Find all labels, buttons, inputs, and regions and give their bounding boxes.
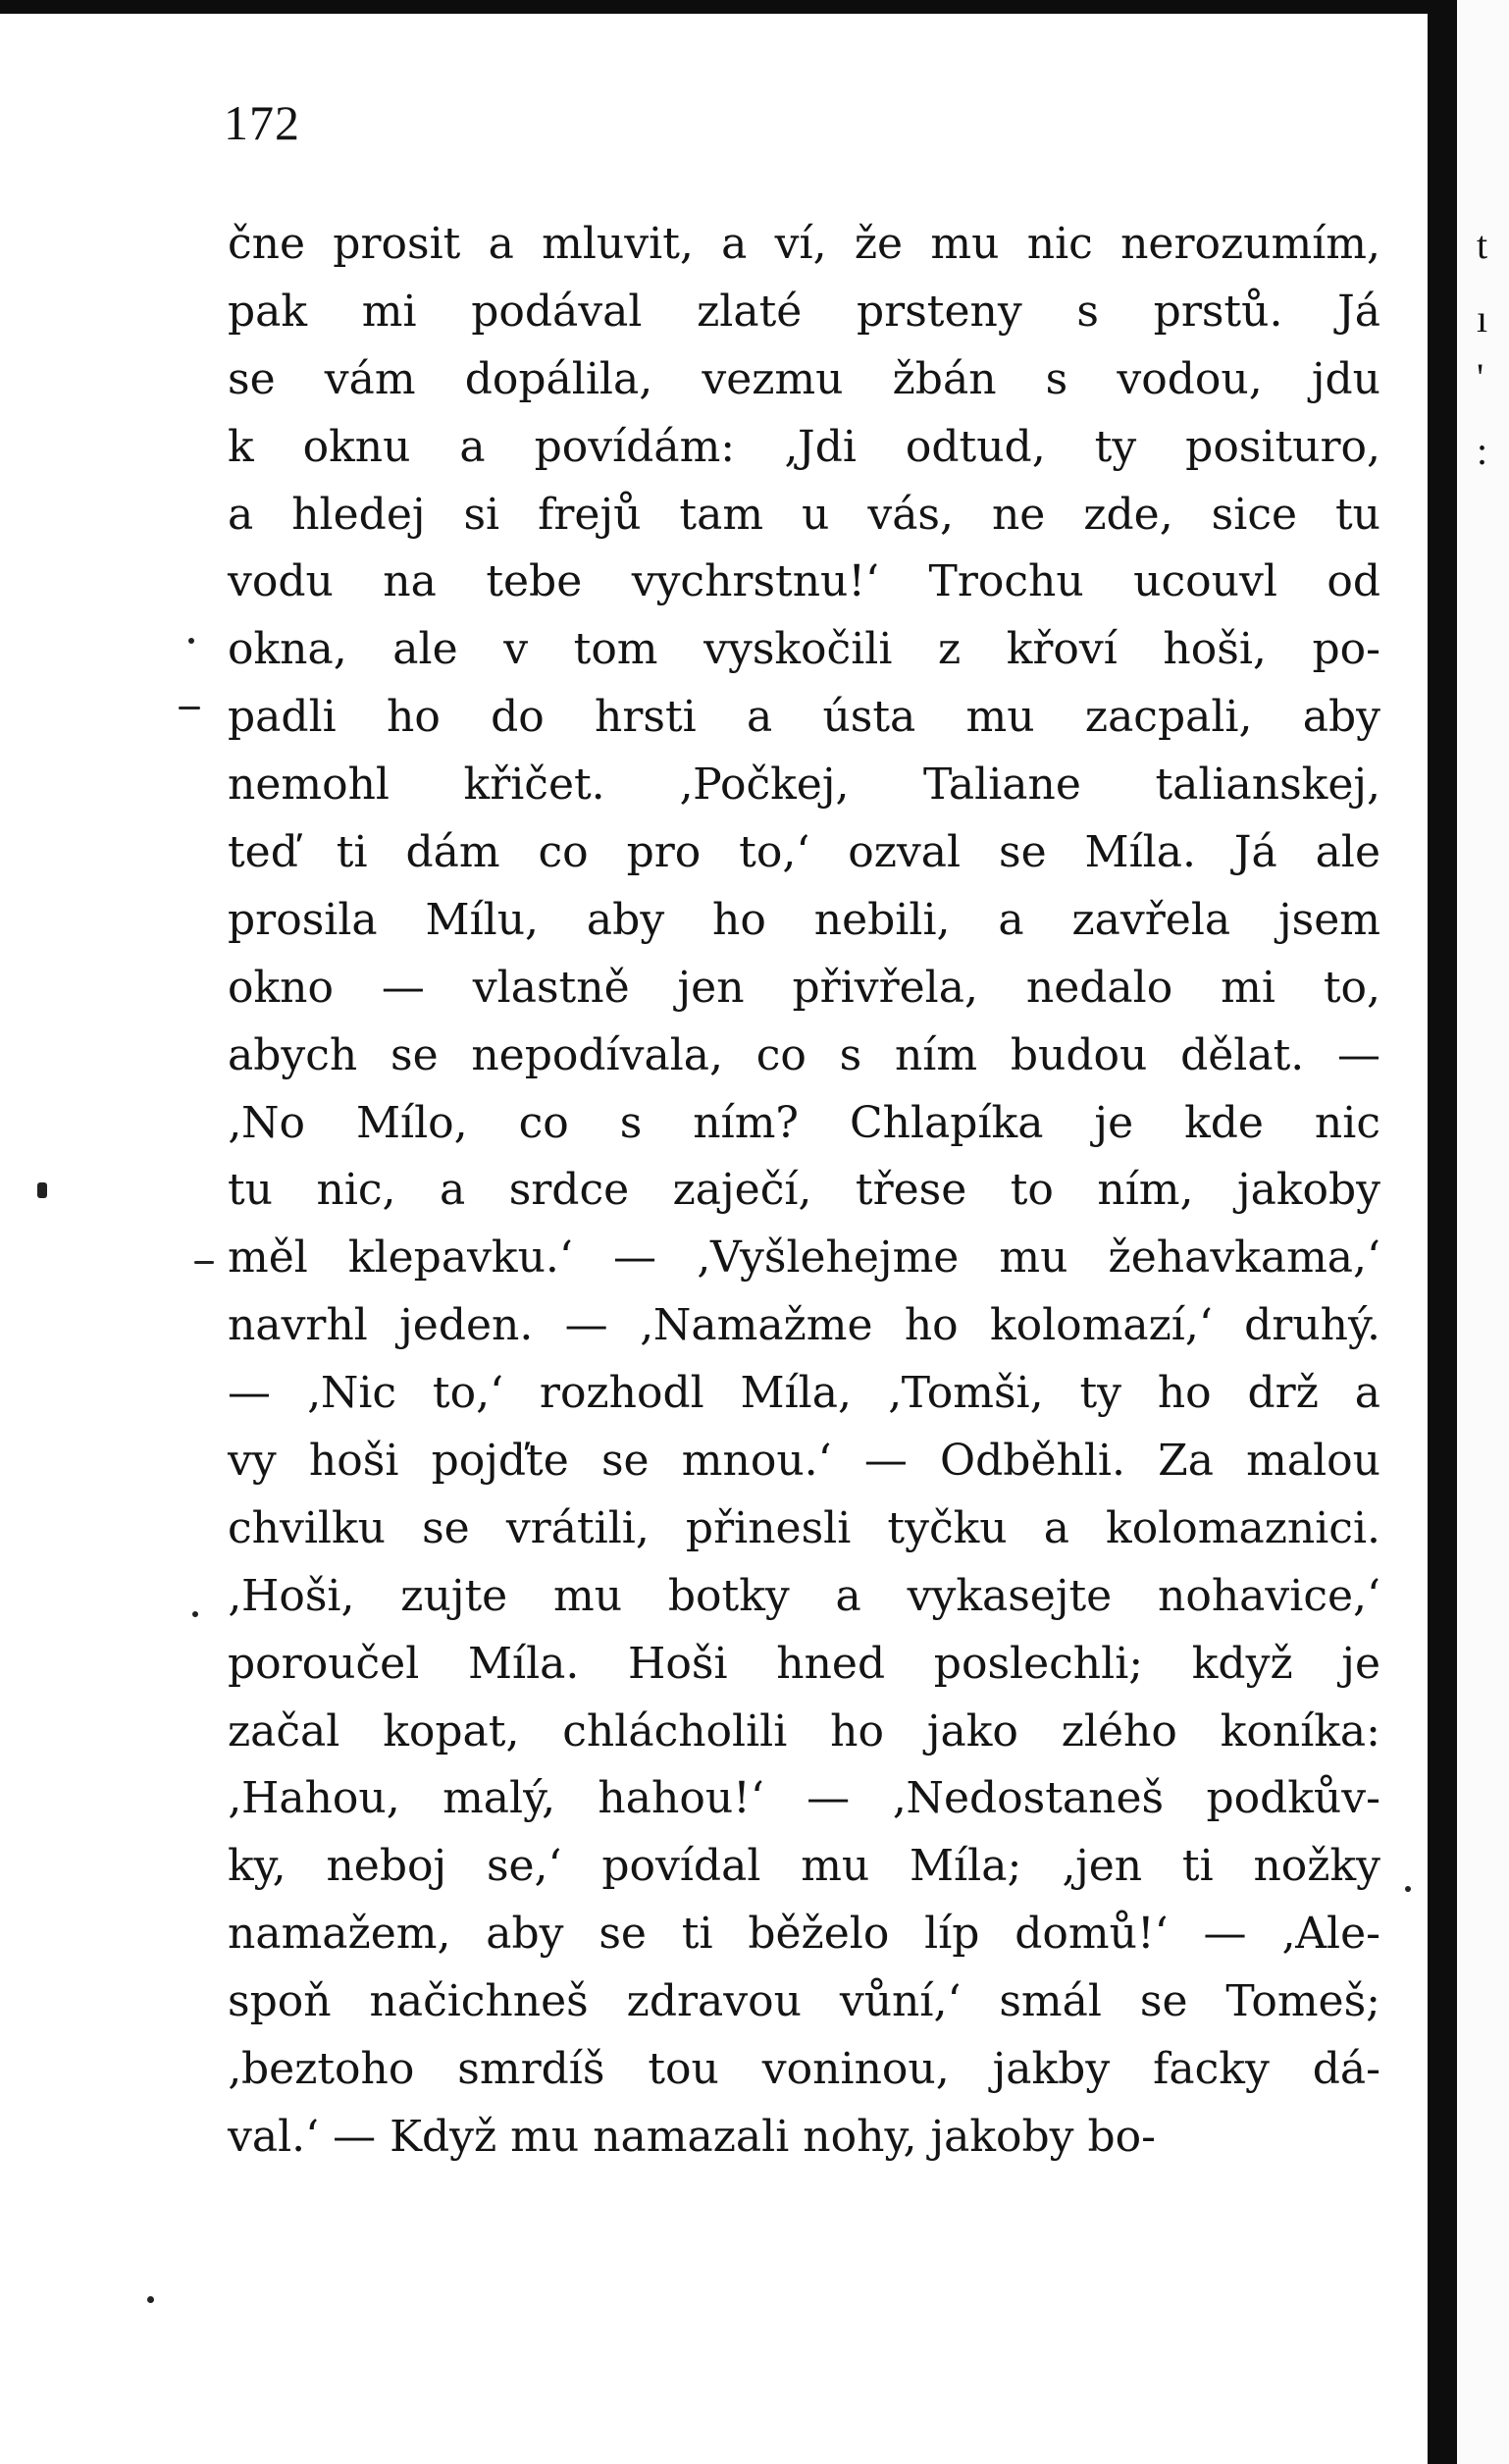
text-line: ‚Hoši, zujte mu botky a vykasejte nohavice,‘ [228, 1570, 1380, 1621]
text-line: val.‘ — Když mu namazali nohy, jakoby bo- [228, 2111, 1156, 2162]
text-line: namažem, aby se ti běželo líp domů!‘ — ‚Ale- [228, 1909, 1380, 1960]
margin-fragment: ' [1477, 355, 1484, 399]
margin-fragment: t [1477, 223, 1488, 267]
margin-fragment: : [1477, 429, 1488, 473]
text-line: a hledej si frejů tam u vás, ne zde, sice tu [228, 489, 1380, 540]
adjacent-page-strip [1457, 0, 1509, 2464]
text-line: teď ti dám co pro to,‘ ozval se Míla. Já ale [228, 827, 1380, 878]
text-line: k oknu a povídám: ‚Jdi odtud, ty posituro, [228, 421, 1380, 472]
text-line: prosila Mílu, aby ho nebili, a zavřela jsem [228, 894, 1380, 945]
text-line: ky, neboj se,‘ povídal mu Míla; ‚jen ti nožky [228, 1841, 1380, 1892]
scan-speck [192, 1611, 198, 1617]
text-line: začal kopat, chlácholili ho jako zlého koníka: [228, 1705, 1380, 1756]
scan-speck [1405, 1886, 1411, 1892]
text-line: se vám dopálila, vezmu žbán s vodou, jdu [228, 353, 1380, 404]
scan-speck [147, 2296, 154, 2303]
text-line: ‚No Mílo, co s ním? Chlapíka je kde nic [228, 1097, 1380, 1148]
margin-fragment: ı [1477, 296, 1488, 341]
text-line: poroučel Míla. Hoši hned poslechli; když je [228, 1638, 1380, 1689]
text-line: spoň načichneš zdravou vůní,‘ smál se Tomeš; [228, 1976, 1380, 2027]
text-line: ‚beztoho smrdíš tou voninou, jakby facky dá- [228, 2044, 1380, 2095]
text-line: — ‚Nic to,‘ rozhodl Míla, ‚Tomši, ty ho drž a [228, 1368, 1380, 1419]
scan-top-border [0, 0, 1509, 14]
text-line: okna, ale v tom vyskočili z křoví hoši, po- [228, 624, 1380, 675]
text-line: pak mi podával zlaté prsteny s prstů. Já [228, 286, 1380, 337]
scan-speck [194, 1261, 214, 1264]
text-line: vy hoši pojďte se mnou.‘ — Odběhli. Za malou [228, 1436, 1380, 1487]
text-line: ‚Hahou, malý, hahou!‘ — ‚Nedostaneš podkův- [228, 1773, 1380, 1824]
text-line: chvilku se vrátili, přinesli tyčku a kolomaznici. [228, 1502, 1380, 1553]
text-line: vodu na tebe vychrstnu!‘ Trochu ucouvl od [228, 556, 1380, 607]
text-line: padli ho do hrsti a ústa mu zacpali, aby [228, 692, 1380, 743]
scan-speck [179, 707, 200, 709]
text-line: tu nic, a srdce zaječí, třese to ním, jakoby [228, 1165, 1380, 1216]
text-line: nemohl křičet. ‚Počkej, Taliane talianskej, [228, 760, 1380, 811]
text-line: abych se nepodívala, co s ním budou dělat. — [228, 1029, 1380, 1080]
scan-speck [188, 638, 194, 644]
scan-right-border [1428, 0, 1457, 2464]
text-line: okno — vlastně jen přivřela, nedalo mi to, [228, 962, 1380, 1013]
text-line: čne prosit a mluvit, a ví, že mu nic nerozumím, [228, 219, 1380, 269]
scan-speck [37, 1182, 47, 1198]
text-line: měl klepavku.‘ — ‚Vyšlehejme mu žehavkama,‘ [228, 1232, 1380, 1284]
text-line: navrhl jeden. — ‚Namažme ho kolomazí,‘ druhý. [228, 1300, 1380, 1351]
page-number: 172 [224, 95, 300, 150]
body-text [228, 211, 1380, 2172]
